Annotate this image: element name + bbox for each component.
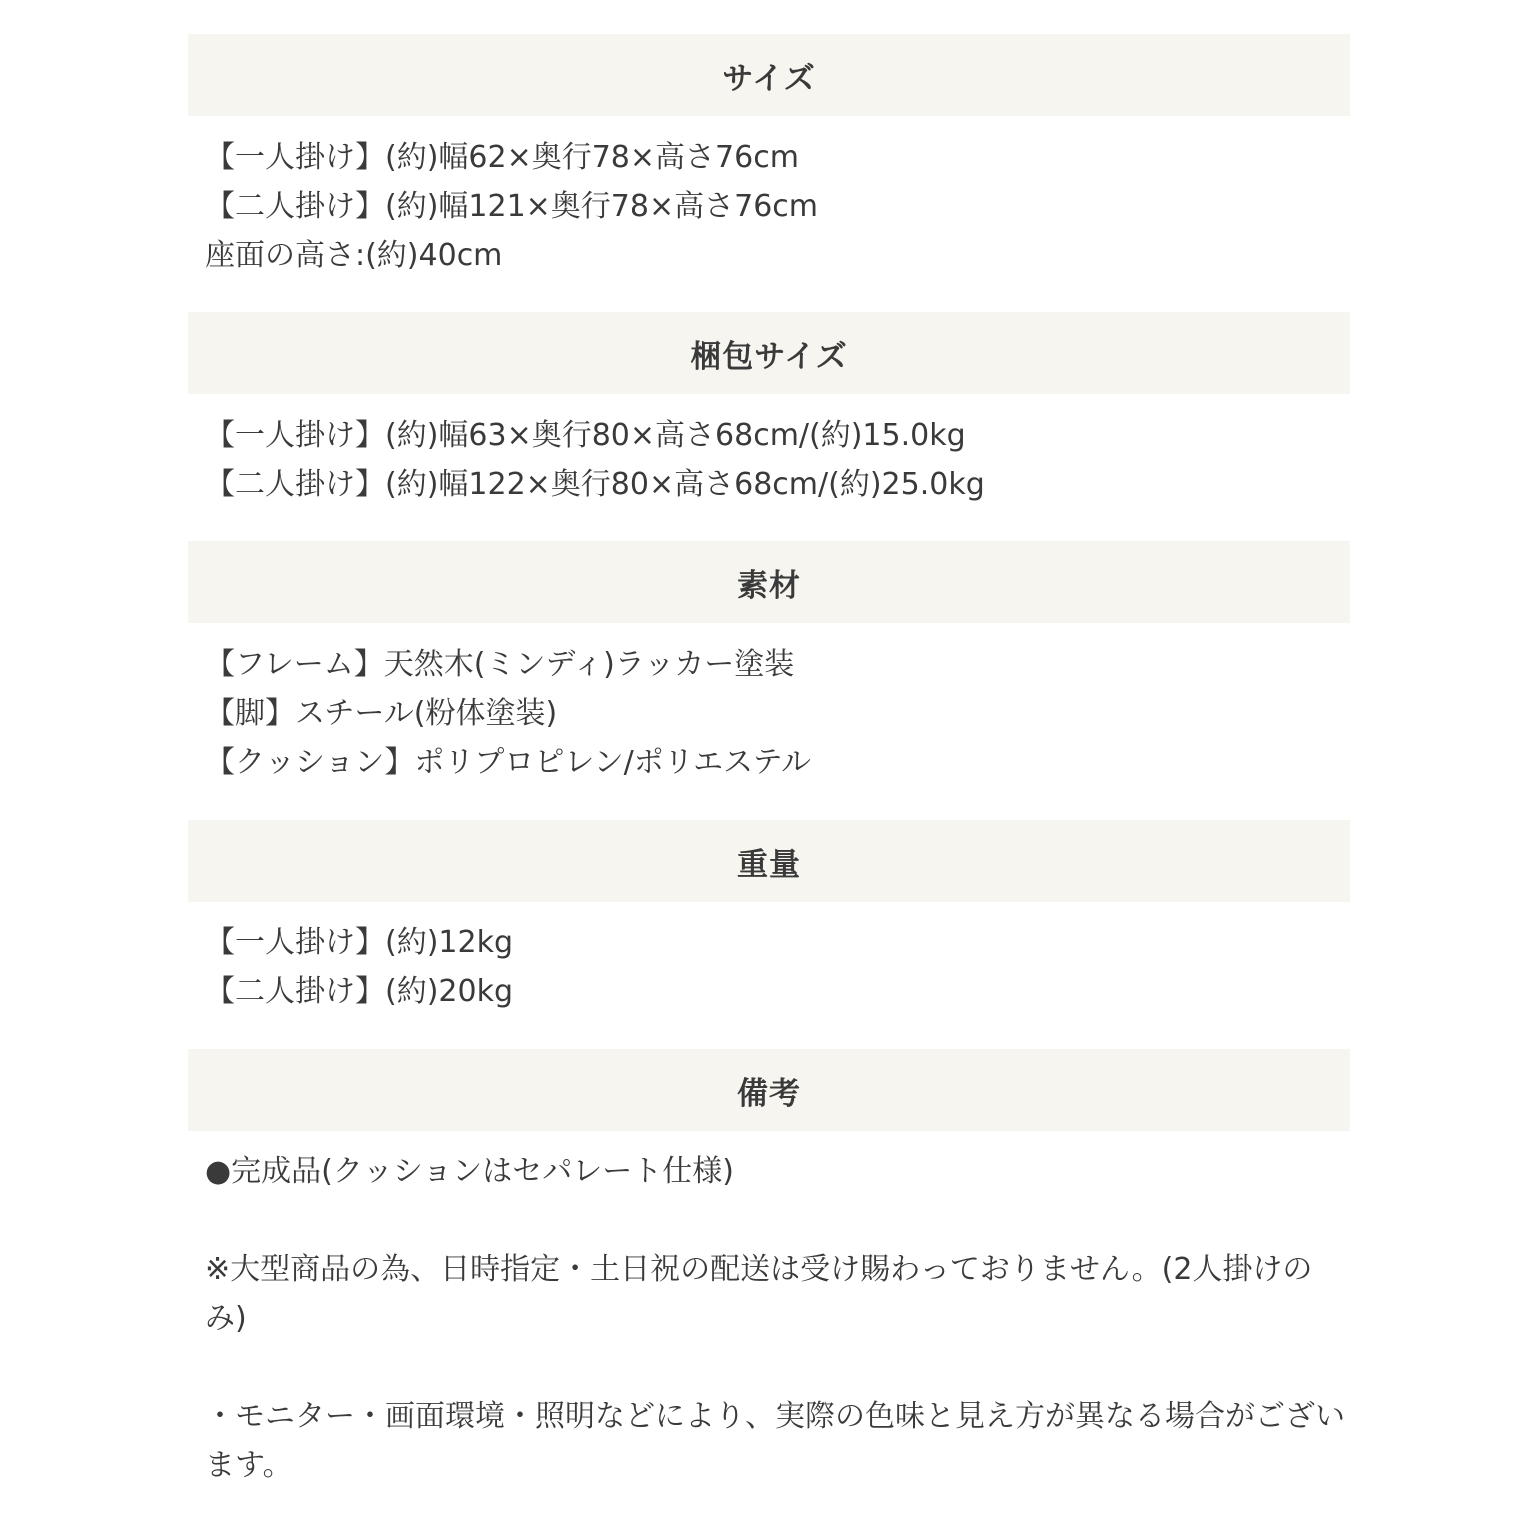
notes-title: 備考 — [737, 1075, 801, 1112]
size-body — [205, 133, 1350, 280]
notes-body — [205, 1147, 1350, 1490]
material-title: 素材 — [737, 567, 801, 604]
package-size-title: 梱包サイズ — [690, 338, 848, 375]
material-header — [188, 541, 1350, 623]
package-size-header — [188, 312, 1350, 394]
weight-line-double: 【二人掛け】(約)20kg — [205, 974, 513, 1009]
weight-title: 重量 — [737, 846, 801, 883]
material-body — [205, 640, 1350, 787]
notes-header — [188, 1049, 1350, 1131]
size-line-single: 【一人掛け】(約)幅62×奥行78×高さ76cm — [205, 140, 799, 175]
note-complete-product: ●完成品(クッションはセパレート仕様) — [205, 1154, 734, 1189]
weight-body — [205, 918, 1350, 1016]
package-size-line-single: 【一人掛け】(約)幅63×奥行80×高さ68cm/(約)15.0kg — [205, 418, 966, 453]
material-line-legs: 【脚】スチール(粉体塗装) — [205, 696, 558, 731]
weight-header — [188, 820, 1350, 902]
size-line-seat-height: 座面の高さ:(約)40cm — [205, 238, 503, 273]
material-line-cushion: 【クッション】ポリプロピレン/ポリエステル — [205, 745, 812, 780]
note-delivery: ※大型商品の為、日時指定・土日祝の配送は受け賜わっておりません。(2人掛けのみ) — [205, 1252, 1313, 1336]
size-title: サイズ — [722, 60, 816, 97]
material-line-frame: 【フレーム】天然木(ミンディ)ラッカー塗装 — [205, 647, 795, 682]
package-size-line-double: 【二人掛け】(約)幅122×奥行80×高さ68cm/(約)25.0kg — [205, 467, 985, 502]
size-line-double: 【二人掛け】(約)幅121×奥行78×高さ76cm — [205, 189, 819, 224]
weight-line-single: 【一人掛け】(約)12kg — [205, 925, 513, 960]
package-size-body — [205, 411, 1350, 509]
note-color-disclaimer: ・モニター・画面環境・照明などにより、実際の色味と見え方が異なる場合がございます。 — [205, 1399, 1345, 1483]
size-header — [188, 34, 1350, 116]
